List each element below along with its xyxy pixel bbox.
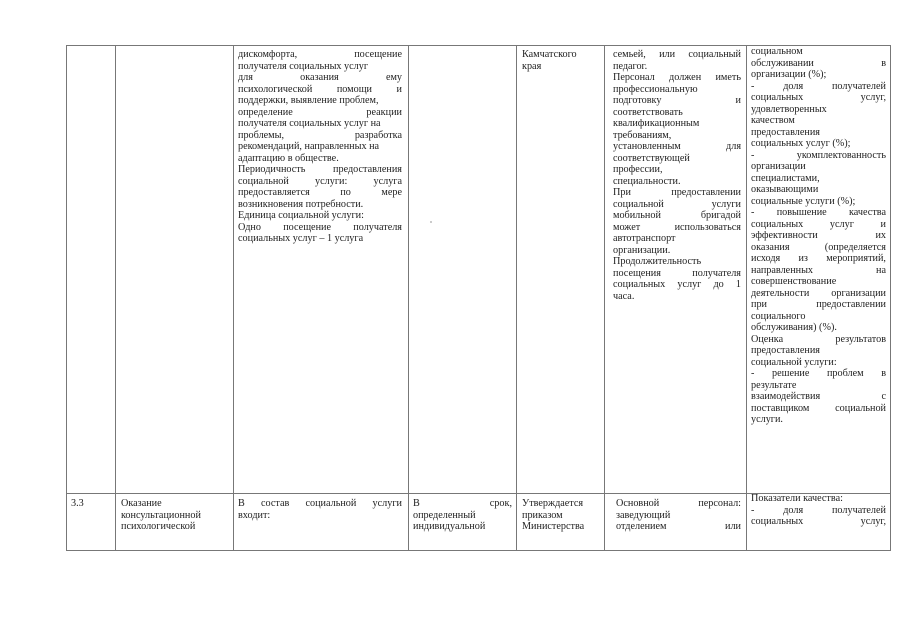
text-line: предоставления <box>751 345 820 356</box>
text-line: определенный <box>413 509 476 521</box>
row1-description-cell <box>238 49 402 245</box>
text-line: проблемы, разработка <box>238 129 402 141</box>
row2-deadline-cell <box>413 498 512 533</box>
text-line: рекомендаций, направленных на <box>238 141 380 152</box>
text-line: Утверждается <box>522 498 584 509</box>
text-line: поддержки, выявление проблем, <box>238 95 379 106</box>
text-line: - доля получателей <box>751 504 886 516</box>
text-line: психологической помощи и <box>238 83 402 95</box>
text-line: Периодичность предоставления <box>238 164 402 175</box>
row2-staff-cell <box>616 498 741 533</box>
text-line: социального <box>751 310 806 322</box>
text-line: соответствовать <box>613 106 683 118</box>
text-line: при предоставлении <box>751 299 886 310</box>
text-line: дискомфорта, посещение <box>238 49 402 60</box>
text-line: Оценка результатов <box>751 333 886 345</box>
text-line: результате <box>751 379 797 391</box>
column-border <box>233 45 234 551</box>
text-line: психологической <box>121 521 196 532</box>
text-line: эффективности их <box>751 230 886 241</box>
row2-quality-cell <box>751 493 886 528</box>
text-line: индивидуальной <box>413 521 486 532</box>
scan-speck <box>430 221 432 223</box>
text-line: Единица социальной услуги: <box>238 210 364 221</box>
text-line: В состав социальной услуги <box>238 498 402 509</box>
text-line: консультационной <box>121 509 201 521</box>
row1-approval-cell <box>522 49 600 72</box>
text-line: приказом <box>522 509 563 521</box>
text-line: социальных услуг – 1 услуга <box>238 233 364 244</box>
text-line: совершенствование <box>751 276 837 287</box>
text-line: удовлетворенных <box>751 103 827 115</box>
text-line: направленных на <box>751 264 886 276</box>
text-line: специальности. <box>613 175 681 187</box>
text-line: квалификационным <box>613 118 700 129</box>
row-number: 3.3 <box>71 498 84 509</box>
text-line: установленным для <box>613 141 741 152</box>
row2-number-cell <box>71 498 111 510</box>
column-border <box>408 45 409 551</box>
text-line: может использоваться <box>613 221 741 233</box>
column-border <box>604 45 605 551</box>
text-line: социальных услуг, <box>751 516 886 527</box>
text-line: отделением или <box>616 521 741 532</box>
text-line: для оказания ему <box>238 72 402 83</box>
text-line: оказания (определяется <box>751 241 886 253</box>
text-line: социальных услуг, <box>751 92 886 103</box>
text-line: Камчатского <box>522 49 577 60</box>
text-line: края <box>522 60 542 72</box>
text-line: качеством <box>751 115 795 126</box>
text-line: - укомплектованность <box>751 149 886 161</box>
text-line: получателя социальных услуг <box>238 60 369 72</box>
text-line: - доля получателей <box>751 80 886 92</box>
row1-quality-cell <box>751 46 886 426</box>
text-line: социальных услуг и <box>751 218 886 230</box>
text-line: профессии, <box>613 164 663 175</box>
text-line: В срок, <box>413 498 512 509</box>
text-line: Персонал должен иметь <box>613 72 741 83</box>
text-line: организации (%); <box>751 69 827 80</box>
text-line: определение реакции <box>238 106 402 118</box>
row2-description-cell <box>238 498 402 521</box>
text-line: подготовку и <box>613 95 741 106</box>
text-line: Министерства <box>522 521 585 532</box>
row2-approval-cell <box>522 498 600 533</box>
text-line: социальных услуг (%); <box>751 138 851 149</box>
text-line: заведующий <box>616 509 671 521</box>
text-line: деятельности организации <box>751 287 886 299</box>
column-border <box>115 45 116 551</box>
text-line: профессиональную <box>613 83 698 95</box>
text-line: организации. <box>613 244 671 256</box>
text-line: Продолжительность <box>613 256 702 267</box>
text-line: предоставления <box>751 126 820 138</box>
text-line: Основной персонал: <box>616 498 741 509</box>
column-border <box>890 45 891 551</box>
text-line: возникновения потребности. <box>238 198 364 210</box>
text-line: специалистами, <box>751 172 820 184</box>
column-border <box>66 45 67 551</box>
text-line: соответствующей <box>613 152 690 164</box>
text-line: социальной услуги <box>613 198 741 210</box>
text-line: обслуживания) (%). <box>751 322 837 333</box>
text-line: Оказание <box>121 498 162 509</box>
text-line: требованиям, <box>613 129 672 141</box>
table-bottom-border <box>66 550 891 551</box>
text-line: посещения получателя <box>613 267 741 279</box>
text-line: социальном <box>751 46 803 57</box>
text-line: социальные услуги (%); <box>751 195 856 207</box>
text-line: социальной услуги: <box>751 356 837 368</box>
text-line: входит: <box>238 509 271 521</box>
text-line: Показатели качества: <box>751 493 843 504</box>
text-line: - повышение качества <box>751 207 886 218</box>
text-line: обслуживании в <box>751 57 886 69</box>
row2-service-name-cell <box>121 498 229 533</box>
row1-staff-cell <box>613 49 741 302</box>
text-line: социальных услуг до 1 <box>613 279 741 290</box>
text-line: услуги. <box>751 414 783 425</box>
text-line: педагог. <box>613 60 648 72</box>
text-line: взаимодействия с <box>751 391 886 402</box>
text-line: автотранспорт <box>613 233 676 244</box>
text-line: получателя социальных услуг на <box>238 118 381 129</box>
text-line: предоставляется по мере <box>238 187 402 198</box>
text-line: организации <box>751 161 806 172</box>
column-border <box>746 45 747 551</box>
text-line: адаптацию в обществе. <box>238 152 339 164</box>
text-line: исходя из мероприятий, <box>751 253 886 264</box>
column-border <box>516 45 517 551</box>
text-line: - решение проблем в <box>751 368 886 379</box>
text-line: поставщиком социальной <box>751 402 886 414</box>
text-line: Одно посещение получателя <box>238 221 402 233</box>
text-line: семьей, или социальный <box>613 49 741 60</box>
text-line: социальной услуги: услуга <box>238 175 402 187</box>
text-line: При предоставлении <box>613 187 741 198</box>
text-line: часа. <box>613 290 635 302</box>
text-line: оказывающими <box>751 184 819 195</box>
text-line: мобильной бригадой <box>613 210 741 221</box>
